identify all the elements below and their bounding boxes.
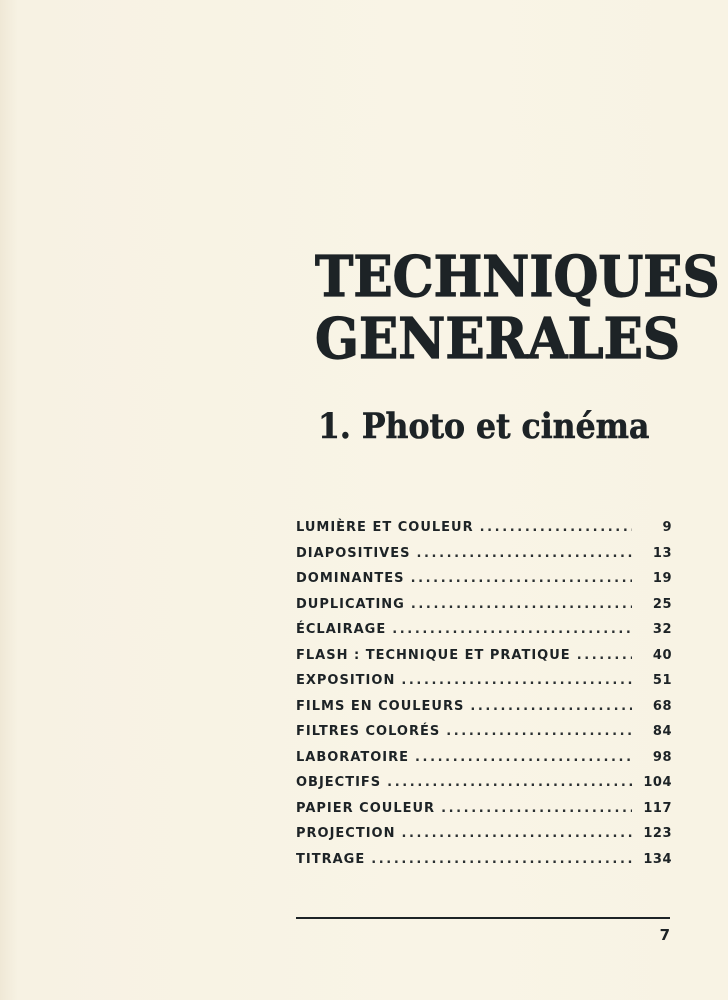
- toc-entry: [296, 775, 672, 801]
- toc-entry: [296, 648, 672, 674]
- dot-leader: [415, 750, 632, 765]
- toc-entry-label: EXPOSITION: [296, 673, 396, 688]
- dot-leader: [371, 852, 632, 867]
- dot-leader: [411, 571, 632, 586]
- dot-leader: [446, 724, 632, 739]
- toc-entry: [296, 699, 672, 725]
- dot-leader: [387, 775, 632, 790]
- section-subtitle: 1. Photo et cinéma: [318, 406, 650, 447]
- toc-entry-label: LABORATOIRE: [296, 749, 410, 765]
- toc-entry-page: 98: [652, 749, 672, 765]
- footer-rule: [296, 917, 670, 919]
- toc-entry-page: 117: [643, 800, 672, 816]
- toc-entry-label: FLASH : TECHNIQUE ET PRATIQUE: [296, 647, 571, 663]
- toc-entry-page: 40: [652, 647, 672, 663]
- toc-entry-page: 13: [652, 545, 672, 561]
- toc-entry-page: 32: [652, 622, 672, 637]
- dot-leader: [416, 546, 632, 561]
- toc-entry: [296, 852, 672, 878]
- table-of-contents: [296, 520, 672, 877]
- toc-entry-label: DIAPOSITIVES: [296, 545, 411, 561]
- toc-entry-page: 134: [643, 851, 672, 867]
- toc-entry-page: 51: [652, 673, 672, 688]
- toc-entry-label: FILTRES COLORÉS: [296, 724, 441, 739]
- toc-entry-page: 68: [652, 698, 672, 714]
- toc-entry-label: ÉCLAIRAGE: [296, 622, 387, 637]
- toc-entry-page: 9: [662, 520, 672, 535]
- title-line-1: TECHNIQUES: [315, 244, 720, 310]
- toc-entry-page: 19: [652, 571, 672, 586]
- toc-entry-label: LUMIÈRE ET COULEUR: [296, 520, 474, 535]
- dot-leader: [441, 801, 632, 816]
- page-number: 7: [659, 926, 670, 944]
- dot-leader: [480, 520, 632, 535]
- toc-entry: [296, 571, 672, 597]
- toc-entry-label: FILMS EN COULEURS: [296, 698, 465, 714]
- dot-leader: [401, 673, 632, 688]
- toc-entry-page: 104: [643, 775, 672, 790]
- toc-entry: [296, 673, 672, 699]
- toc-entry-label: OBJECTIFS: [296, 775, 382, 790]
- toc-entry-label: DOMINANTES: [296, 571, 405, 586]
- toc-entry: [296, 597, 672, 623]
- dot-leader: [392, 622, 632, 637]
- toc-entry-label: TITRAGE: [296, 851, 366, 867]
- toc-entry: [296, 801, 672, 827]
- toc-entry: [296, 724, 672, 750]
- title-line-2: GENERALES: [315, 306, 681, 372]
- toc-entry-label: PROJECTION: [296, 826, 396, 841]
- toc-entry: [296, 520, 672, 546]
- dot-leader: [411, 597, 632, 612]
- toc-entry: [296, 546, 672, 572]
- section-title: [300, 244, 720, 372]
- toc-entry: [296, 750, 672, 776]
- toc-entry: [296, 826, 672, 852]
- toc-entry-label: DUPLICATING: [296, 596, 405, 612]
- dot-leader: [470, 699, 632, 714]
- toc-entry-page: 123: [643, 826, 672, 841]
- toc-entry-label: PAPIER COULEUR: [296, 800, 436, 816]
- toc-entry-page: 25: [652, 596, 672, 612]
- toc-entry-page: 84: [652, 724, 672, 739]
- dot-leader: [577, 648, 632, 663]
- dot-leader: [401, 826, 632, 841]
- toc-entry: [296, 622, 672, 648]
